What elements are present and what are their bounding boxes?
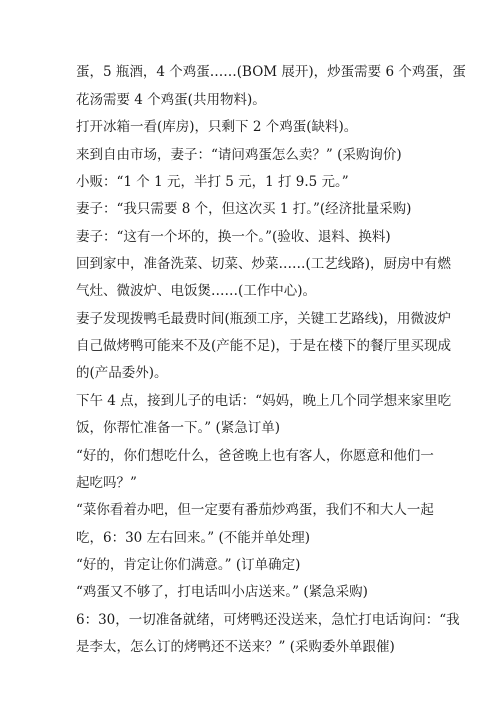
text-line: “好的，你们想吃什么，爸爸晚上也有客人，你愿意和他们一 (76, 448, 434, 464)
text-line: 蛋，5 瓶酒，4 个鸡蛋……(BOM 展开)，炒蛋需要 6 个鸡蛋，蛋 (76, 64, 466, 80)
text-line: 妻子：“这有一个坏的，换一个。”(验收、退料、换料) (76, 229, 391, 245)
text-line: 的(产品委外)。 (76, 365, 168, 381)
text-line: 饭，你帮忙准备一下。” (紧急订单) (76, 420, 280, 436)
text-line: 打开冰箱一看(库房)，只剩下 2 个鸡蛋(缺料)。 (76, 119, 358, 135)
text-line: 回到家中，准备洗菜、切菜、炒菜……(工艺线路)，厨房中有燃 (76, 256, 452, 272)
text-line: 6：30，一切准备就绪，可烤鸭还没送来，急忙打电话询问：“我 (76, 612, 460, 628)
text-line: “菜你看着办吧，但一定要有番茄炒鸡蛋，我们不和大人一起 (76, 502, 434, 518)
text-line: 妻子：“我只需要 8 个，但这次买 1 打。”(经济批量采购) (76, 201, 412, 217)
text-line: “鸡蛋又不够了，打电话叫小店送来。” (紧急采购) (76, 584, 368, 600)
text-line: 小贩：“1 个 1 元，半打 5 元，1 打 9.5 元。” (76, 174, 349, 190)
text-line: 花汤需要 4 个鸡蛋(共用物料)。 (76, 92, 266, 108)
text-line: 起吃吗？” (76, 475, 137, 491)
text-line: 吃，6：30 左右回来。” (不能并单处理) (76, 530, 311, 546)
text-line: 自己做烤鸭可能来不及(产能不足)，于是在楼下的餐厅里买现成 (76, 338, 452, 354)
text-line: 下午 4 点，接到儿子的电话：“妈妈，晚上几个同学想来家里吃 (76, 393, 452, 409)
text-line: 是李太，怎么订的烤鸭还不送来？” (采购委外单跟催) (76, 639, 395, 655)
text-line: 气灶、微波炉、电饭煲……(工作中心)。 (76, 283, 317, 299)
text-line: 妻子发现拨鸭毛最费时间(瓶颈工序，关键工艺路线)，用微波炉 (76, 311, 452, 327)
text-line: “好的，肯定让你们满意。” (订单确定) (76, 557, 301, 573)
text-line: 来到自由市场，妻子：“请问鸡蛋怎么卖？” (采购询价) (76, 147, 402, 163)
